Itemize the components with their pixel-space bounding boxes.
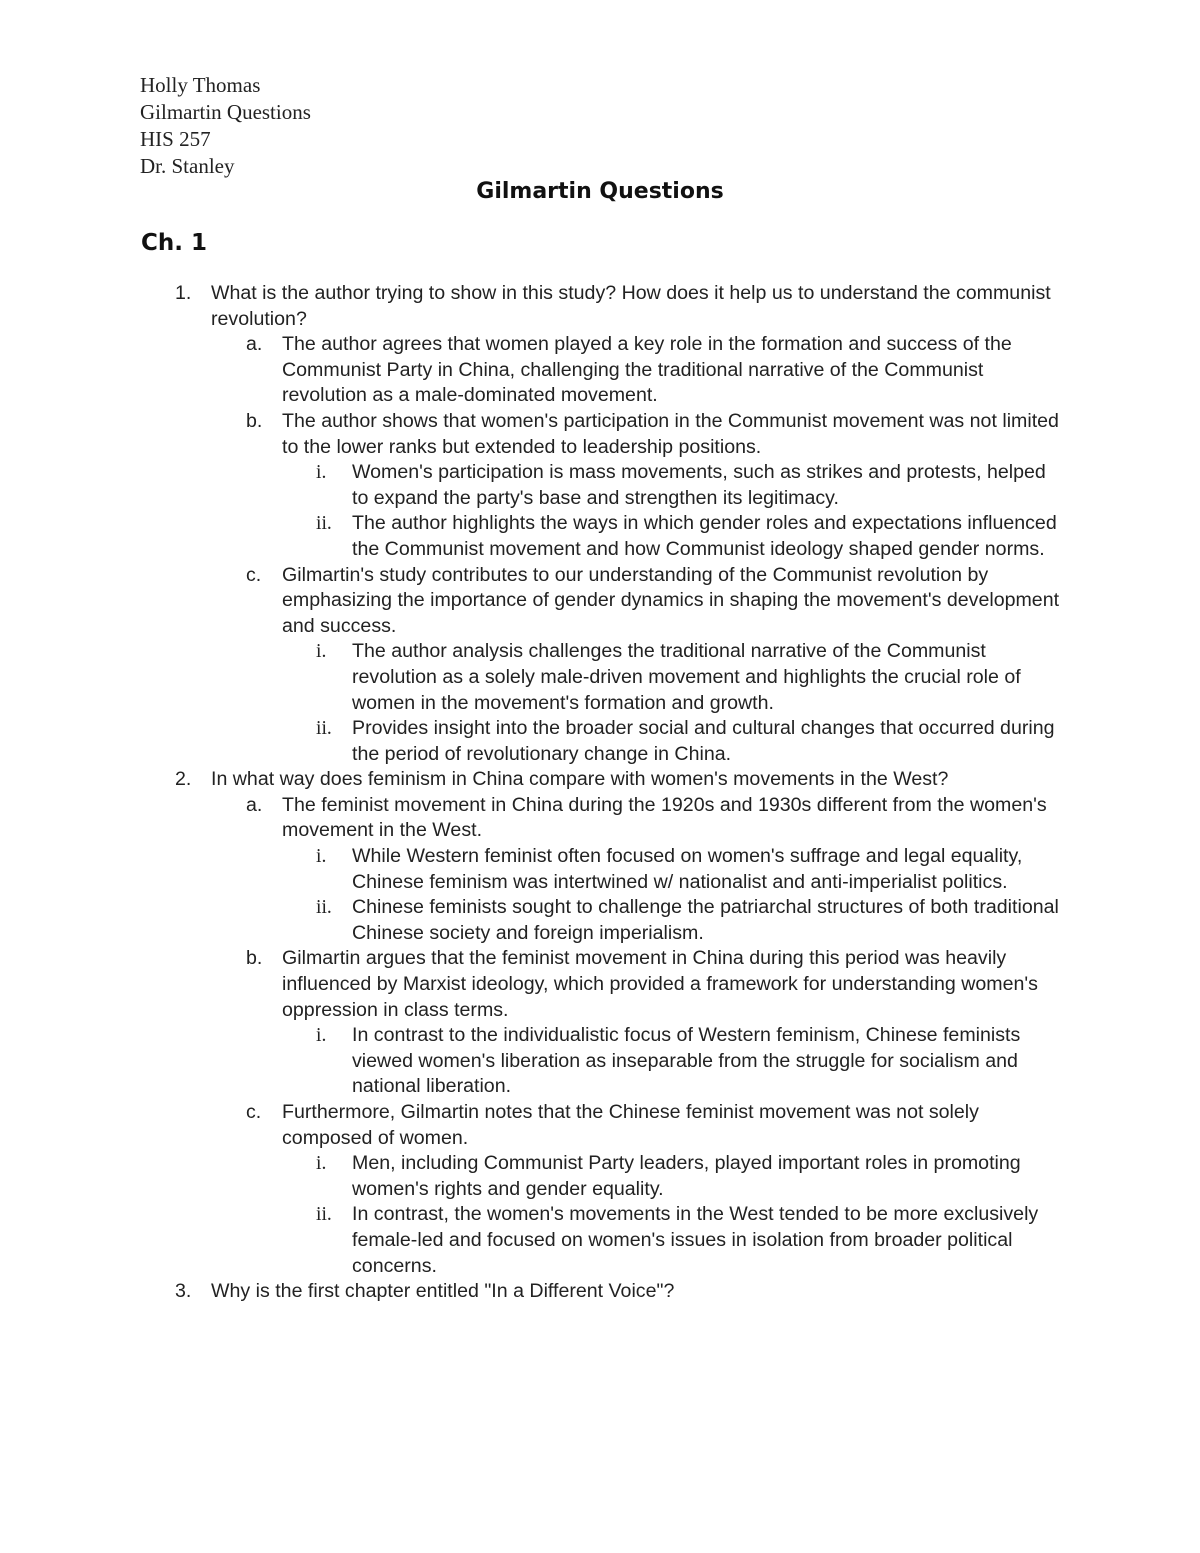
list-marker: i. [316, 846, 327, 868]
question-text: In what way does feminism in China compare with women's movements in the West? [211, 768, 949, 791]
sub-point-text: In contrast, the women's movements in the West tended to be more exclusively female-led and focused on women's issues in isolation from broader political concerns. [352, 1203, 1039, 1277]
sub-point-text: In contrast to the individualistic focus of Western feminism, Chinese feminists viewed women's liberation as inseparable from the struggle for socialism and national liberation. [352, 1024, 1021, 1098]
answer-text: Gilmartin's study contributes to our understanding of the Communist revolution by emphasizing the importance of gender dynamics in shaping the movement's development and success. [282, 563, 1060, 637]
sub-point-text: Men, including Communist Party leaders, played important roles in promoting women's rights and gender equality. [352, 1152, 1021, 1200]
answer-item [0, 946, 1062, 1023]
answer-item [0, 1100, 1062, 1151]
assignment-name: Gilmartin Questions [140, 100, 311, 124]
list-marker: a. [246, 793, 263, 816]
list-marker: ii. [316, 513, 332, 535]
question-text: What is the author trying to show in this study? How does it help us to understand the communist revolution? [211, 282, 1051, 330]
author-name: Holly Thomas [140, 73, 261, 97]
question-text: Why is the first chapter entitled "In a Different Voice"? [211, 1280, 675, 1303]
sub-point-item [0, 1202, 1062, 1279]
list-marker: a. [246, 333, 263, 356]
sub-point-item [0, 1151, 1062, 1202]
document-header [140, 72, 311, 180]
answer-text: Furthermore, Gilmartin notes that the Chinese feminist movement was not solely composed of women. [282, 1101, 979, 1149]
answer-item [0, 409, 1062, 460]
list-marker: c. [246, 1101, 262, 1123]
list-marker: i. [316, 1025, 327, 1047]
question-item [0, 281, 1061, 332]
sub-point-item [0, 639, 1062, 716]
sub-point-text: The author highlights the ways in which gender roles and expectations influenced the Communist movement and how Communist ideology shaped gender norms. [352, 512, 1057, 560]
list-marker: 1. [175, 282, 192, 304]
answer-text: The author agrees that women played a key role in the formation and success of the Communist Party in China, challenging the traditional narrative of the Communist revolution as a male-dominated movement. [282, 333, 1012, 407]
chapter-heading: Ch. 1 [141, 230, 208, 256]
list-marker: i. [316, 1153, 327, 1175]
sub-point-item [0, 844, 1062, 895]
sub-point-item [0, 716, 1062, 767]
sub-point-text: Women's participation is mass movements, such as strikes and protests, helped to expand the party's base and strengthen its legitimacy. [352, 461, 1046, 509]
page-title: Gilmartin Questions [476, 179, 724, 204]
sub-point-item [0, 1023, 1062, 1100]
answer-item [0, 332, 1062, 409]
instructor-name: Dr. Stanley [140, 154, 235, 178]
answer-text: The feminist movement in China during the 1920s and 1930s different from the women's movement in the West. [282, 793, 1047, 842]
list-marker: ii. [316, 897, 332, 919]
question-item [0, 1279, 1061, 1305]
sub-point-item [0, 460, 1062, 511]
sub-point-text: While Western feminist often focused on women's suffrage and legal equality, Chinese feminism was intertwined w/ nationalist and anti-imperialist politics. [352, 845, 1023, 893]
question-list [0, 281, 1200, 1305]
answer-text: The author shows that women's participation in the Communist movement was not limited to the lower ranks but extended to leadership positions. [282, 409, 1059, 458]
course-code: HIS 257 [140, 127, 211, 151]
list-marker: ii. [316, 1204, 332, 1226]
list-marker: i. [316, 462, 327, 484]
question-item [0, 767, 1061, 793]
list-marker: b. [246, 409, 263, 432]
sub-point-item [0, 895, 1062, 946]
sub-point-text: The author analysis challenges the traditional narrative of the Communist revolution as a solely male-driven movement and highlights the crucial role of women in the movement's formation and growth. [352, 640, 1021, 714]
answer-text: Gilmartin argues that the feminist movement in China during this period was heavily influenced by Marxist ideology, which provided a framework for understanding women's oppression in class terms. [282, 947, 1038, 1021]
list-marker: c. [246, 563, 262, 586]
list-marker: i. [316, 641, 327, 663]
answer-item [0, 793, 1062, 844]
sub-point-item [0, 511, 1062, 562]
sub-point-text: Chinese feminists sought to challenge the patriarchal structures of both traditional Chinese society and foreign imperialism. [352, 896, 1059, 944]
answer-item [0, 563, 1062, 640]
list-marker: b. [246, 947, 263, 970]
list-marker: 3. [175, 1280, 192, 1303]
list-marker: ii. [316, 718, 332, 740]
list-marker: 2. [175, 768, 192, 791]
sub-point-text: Provides insight into the broader social and cultural changes that occurred during the period of revolutionary change in China. [352, 717, 1055, 765]
